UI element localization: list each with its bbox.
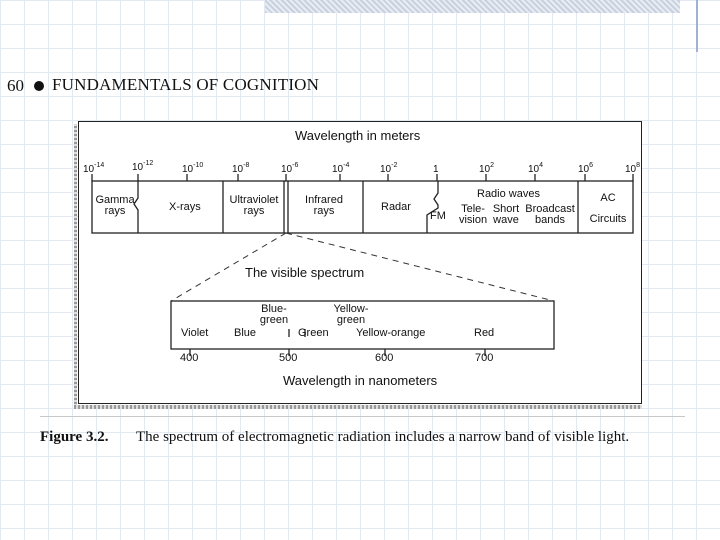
tick-label: $10^6$ [578, 162, 594, 175]
color-violet: Violet [181, 327, 209, 339]
figure-caption: The spectrum of electromagnetic radiation includes a narrow band of visible light. [136, 429, 630, 445]
band-broadcast-bands: Broadcast bands [525, 203, 575, 226]
tick-label: 1 [433, 164, 439, 175]
color-blue-green: Blue- green [259, 303, 289, 326]
nm-tick-label: 700 [475, 352, 494, 364]
chapter-title: FUNDAMENTALS OF COGNITION [52, 75, 320, 94]
band-radar: Radar [381, 201, 411, 213]
figure-label: Figure 3.2. [40, 429, 109, 445]
spectrum-figure [78, 121, 642, 404]
figure-shadow-bottom [74, 405, 642, 409]
header-rule [696, 0, 698, 52]
color-yellow-orange: Yellow-orange [356, 327, 426, 339]
meters-axis-title: Wavelength in meters [295, 128, 421, 143]
band-x-rays: X-rays [169, 201, 201, 213]
meter-tick-marks [92, 174, 633, 181]
tick-label: $10^{-2}$ [380, 162, 398, 175]
band-television: Tele- vision [458, 203, 488, 226]
caption-divider [40, 416, 685, 417]
nm-tick-marks [190, 349, 485, 356]
band-ultraviolet-rays: Ultraviolet rays [229, 194, 279, 217]
nm-tick-label: 400 [180, 352, 199, 364]
spectrum-diagram-lines [79, 122, 643, 405]
tick-label: $10^{-12}$ [132, 160, 154, 173]
band-fm: FM [430, 210, 446, 222]
tick-label: $10^4$ [528, 162, 544, 175]
color-blue: Blue [234, 327, 257, 339]
tick-label: $10^{-14}$ [83, 162, 105, 175]
tick-label: $10^{-4}$ [332, 162, 350, 175]
page-number: 60 [7, 76, 24, 95]
figure-shadow-left [74, 124, 77, 408]
nanometers-axis-title: Wavelength in nanometers [283, 373, 438, 388]
tick-label: $10^{-10}$ [182, 162, 204, 175]
band-radio-waves: Radio waves [477, 188, 540, 200]
color-green: Green [298, 327, 329, 339]
band-gamma-rays: Gamma rays [95, 194, 135, 217]
color-yellow-green: Yellow- green [333, 303, 369, 326]
boundary-radio [427, 181, 438, 233]
band-ac-circuits: AC Circuits [589, 192, 627, 225]
color-red: Red [474, 327, 495, 339]
header-decoration [265, 0, 680, 13]
tick-label: $10^8$ [625, 162, 641, 175]
nm-tick-label: 500 [279, 352, 298, 364]
tick-label: $10^{-6}$ [281, 162, 299, 175]
nm-tick-label: 600 [375, 352, 394, 364]
tick-label: $10^{-8}$ [232, 162, 250, 175]
visible-spectrum-title: The visible spectrum [245, 265, 365, 280]
band-short-wave: Short wave [492, 203, 520, 226]
tick-label: $10^2$ [479, 162, 495, 175]
bullet-icon [34, 81, 44, 91]
band-infrared-rays: Infrared rays [305, 194, 343, 217]
